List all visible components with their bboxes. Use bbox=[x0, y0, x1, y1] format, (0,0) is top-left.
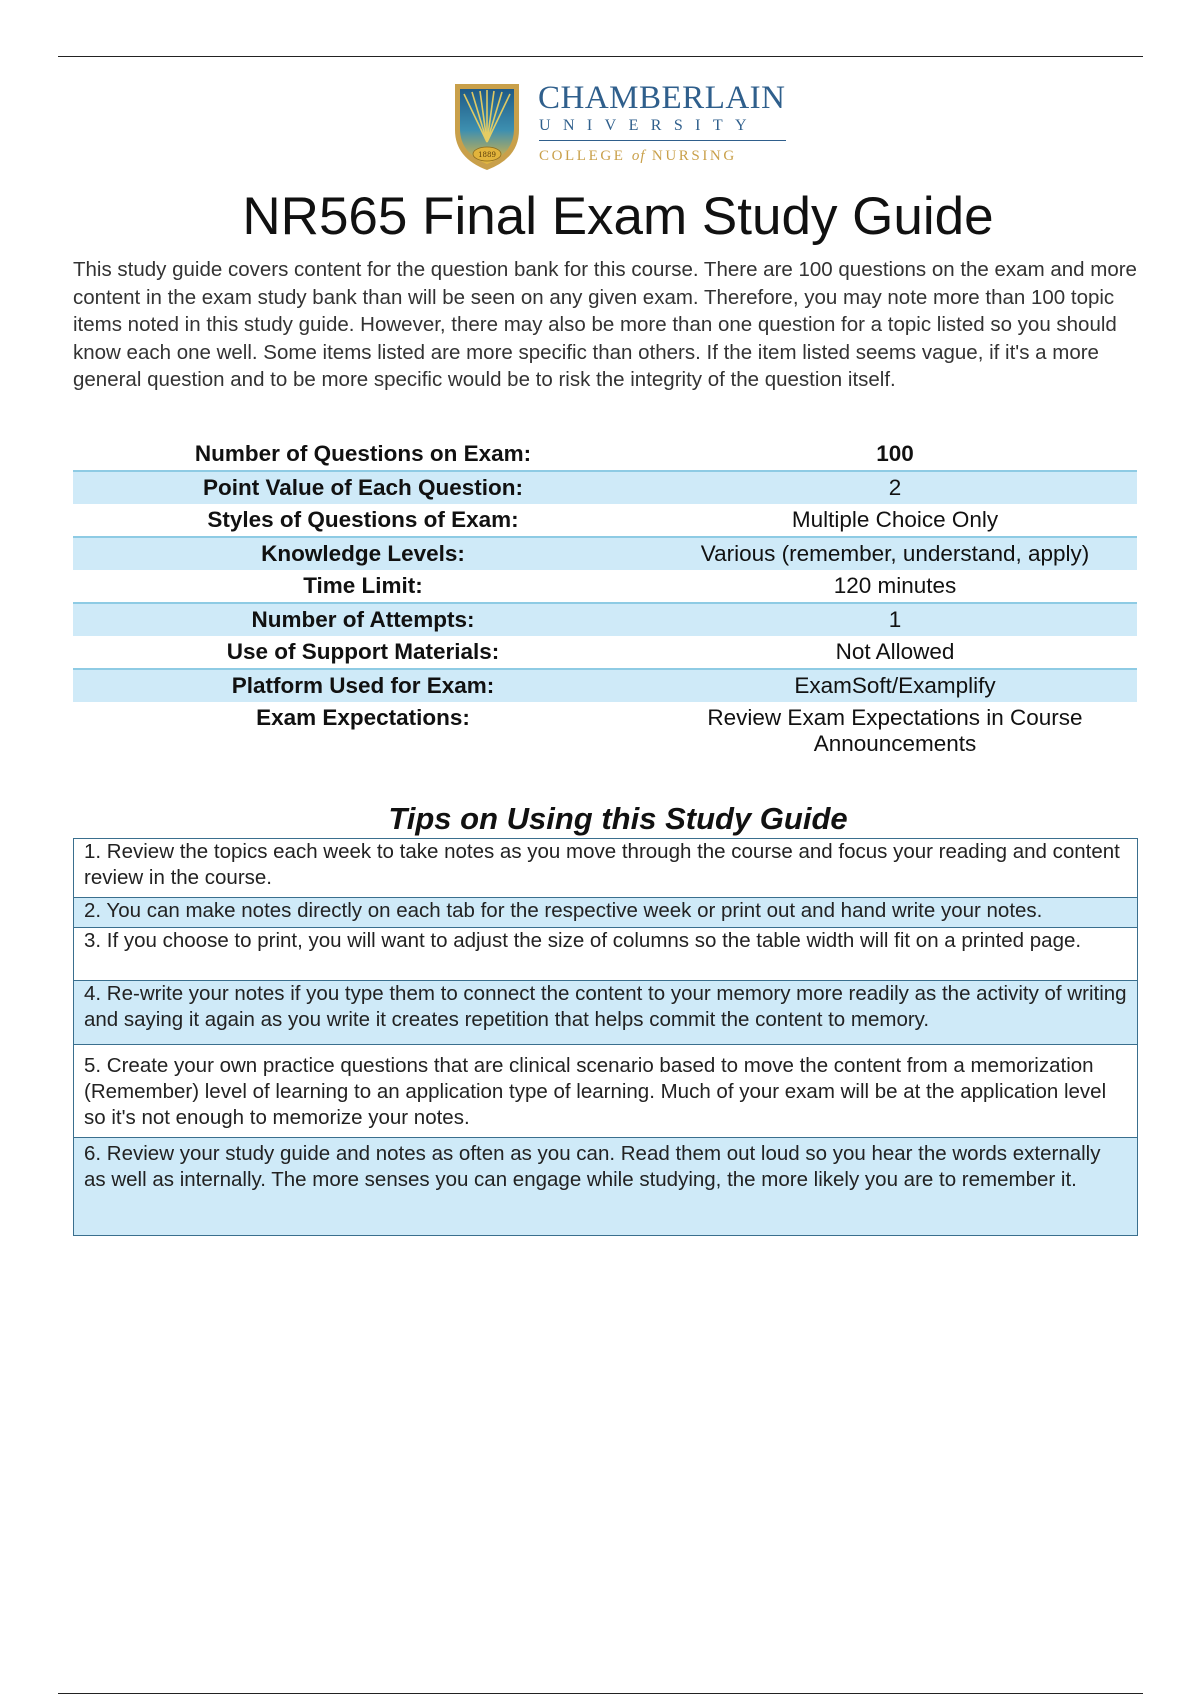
exam-fact-value: 120 minutes bbox=[833, 573, 957, 598]
exam-fact-label: Point Value of Each Question: bbox=[73, 471, 653, 504]
exam-fact-row bbox=[73, 636, 1137, 669]
exam-fact-value: 100 bbox=[876, 441, 914, 466]
exam-fact-value: Multiple Choice Only bbox=[791, 507, 999, 532]
exam-fact-label: Use of Support Materials: bbox=[226, 639, 500, 664]
exam-fact-value: Not Allowed bbox=[835, 639, 955, 664]
exam-fact-label: Styles of Questions of Exam: bbox=[207, 507, 519, 532]
tips-table bbox=[73, 838, 1138, 1236]
intro-paragraph: This study guide covers content for the question bank for this course. There are 100 questions on the exam and more content in the exam study bank than will be seen on any given exam. Therefore, you may note more than 100 topic items noted in this study guide. However, there may also be more than one question for a topic listed so you should know each one well. Some items listed are more specific than others. If the item listed seems vague, if it's a more general question and to be more specific would be to risk the integrity of the question itself. bbox=[73, 258, 1137, 392]
tip-item: 1. Review the topics each week to take notes as you move through the course and focus your reading and content review in the course. bbox=[73, 838, 1138, 898]
tips-heading: Tips on Using this Study Guide bbox=[388, 801, 848, 836]
bottom-rule bbox=[58, 1693, 1143, 1694]
exam-fact-label: Knowledge Levels: bbox=[73, 537, 653, 570]
exam-fact-label: Time Limit: bbox=[303, 573, 423, 598]
exam-facts-table bbox=[73, 438, 1137, 757]
top-rule bbox=[58, 56, 1143, 57]
exam-fact-value: Various (remember, understand, apply) bbox=[653, 537, 1137, 570]
logo-divider bbox=[539, 140, 786, 141]
tip-item: 2. You can make notes directly on each tab for the respective week or print out and hand write your notes. bbox=[73, 898, 1138, 928]
exam-fact-value: 1 bbox=[653, 603, 1137, 636]
tip-item: 6. Review your study guide and notes as often as you can. Read them out loud so you hear the words externally as well as internally. The more senses you can engage while studying, the more likely you are to remember it. bbox=[73, 1138, 1138, 1236]
exam-fact-label: Platform Used for Exam: bbox=[73, 669, 653, 702]
university-shield-icon bbox=[452, 80, 522, 174]
page-title: NR565 Final Exam Study Guide bbox=[242, 187, 994, 246]
logo-university: UNIVERSITY bbox=[539, 117, 759, 134]
exam-fact-row bbox=[73, 438, 1137, 471]
svg-text:1889: 1889 bbox=[478, 151, 496, 159]
tip-item: 3. If you choose to print, you will want to adjust the size of columns so the table width will fit on a printed page. bbox=[73, 928, 1138, 981]
logo-college: COLLEGE of NURSING bbox=[539, 148, 737, 164]
exam-fact-row bbox=[73, 603, 1137, 636]
exam-fact-row bbox=[73, 570, 1137, 603]
exam-fact-label: Exam Expectations: bbox=[256, 705, 470, 730]
exam-fact-row bbox=[73, 669, 1137, 702]
exam-fact-label: Number of Attempts: bbox=[73, 603, 653, 636]
chamberlain-logo bbox=[452, 80, 792, 174]
exam-fact-row bbox=[73, 702, 1137, 757]
tip-item: 4. Re-write your notes if you type them to connect the content to your memory more readily as the activity of writing and saying it again as you write it creates repetition that helps commit the content to memory. bbox=[73, 981, 1138, 1045]
logo-name: CHAMBERLAIN bbox=[538, 80, 786, 116]
exam-fact-value: ExamSoft/Examplify bbox=[653, 669, 1137, 702]
exam-fact-value: 2 bbox=[653, 471, 1137, 504]
exam-fact-row bbox=[73, 504, 1137, 537]
tip-item: 5. Create your own practice questions that are clinical scenario based to move the content from a memorization (Remember) level of learning to an application type of learning. Much of your exam will be at the application level so it's not enough to memorize your notes. bbox=[73, 1045, 1138, 1138]
exam-fact-row bbox=[73, 471, 1137, 504]
exam-fact-label: Number of Questions on Exam: bbox=[194, 441, 532, 466]
exam-fact-row bbox=[73, 537, 1137, 570]
exam-fact-value: Review Exam Expectations in Course Announcements bbox=[707, 705, 1083, 756]
